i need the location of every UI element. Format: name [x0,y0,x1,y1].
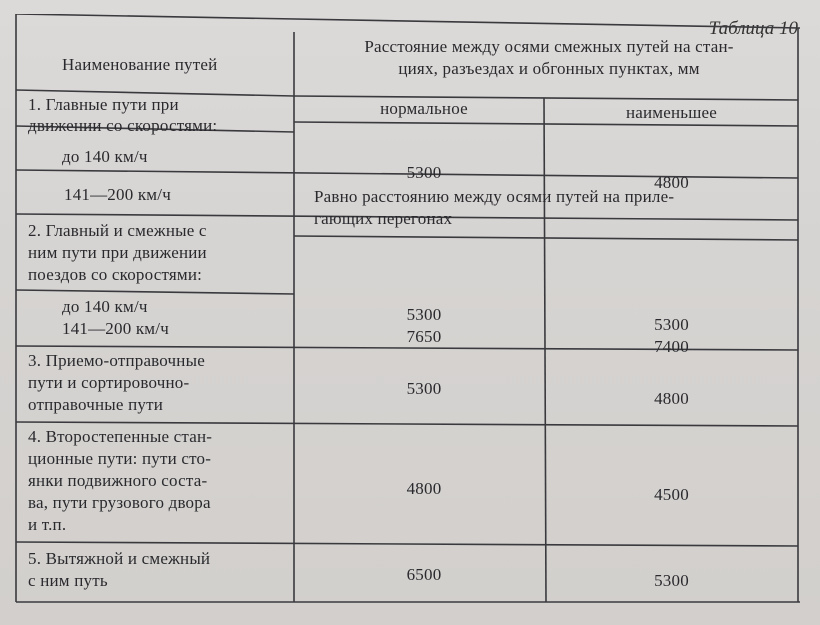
row2-sub2-min: 7400 [654,337,689,356]
row4-normal: 4800 [406,479,442,498]
row1-sub1-min: 4800 [654,173,689,192]
header-group-line1: Расстояние между осями смежных путей на стан- [364,37,734,56]
row1-name-line2: движении со скоростями: [28,116,218,135]
row2-name-line1: 2. Главный и смежные с [28,221,207,240]
header-group-line2: циях, разъездах и обгонных пунктах, мм [398,59,700,78]
row4-name-line4: ва, пути грузового двора [28,493,211,512]
header-sub-min: наименьшее [625,103,718,122]
row3-name-line3: отправочные пути [28,395,164,414]
row2-sub1-normal: 5300 [406,305,442,324]
row1-sub1-label: до 140 км/ч [62,147,148,166]
row3-name-line2: пути и сортировочно- [28,373,190,392]
row1-sub2-span-line1: Равно расстоянию между осями путей на приле- [314,187,675,206]
row2-sub2-normal: 7650 [406,327,442,346]
row2-sub1-label: до 140 км/ч [62,297,148,316]
row4-name-line5: и т.п. [28,515,67,534]
row2-name-line2: ним пути при движении [28,243,207,262]
row3-normal: 5300 [406,379,442,398]
header-sub-normal: нормальное [380,99,468,118]
row4-min: 4500 [654,485,689,504]
data-table [14,14,800,604]
row1-sub1-normal: 5300 [406,163,442,182]
row2-sub2-label: 141—200 км/ч [62,319,169,338]
row3-min: 4800 [654,389,689,408]
row4-name-line1: 4. Второстепенные стан- [28,427,213,446]
row5-normal: 6500 [406,565,442,584]
row4-name-line2: ционные пути: пути сто- [28,449,212,468]
row1-sub2-span-line2: гающих перегонах [314,209,453,228]
row2-name-line3: поездов со скоростями: [28,265,203,284]
row5-name-line2: с ним путь [28,571,108,590]
row5-min: 5300 [654,571,689,590]
table-caption: Таблица 10 [708,18,798,39]
row3-name-line1: 3. Приемо-отправочные [28,351,205,370]
row5-name-line1: 5. Вытяжной и смежный [28,549,211,568]
row2-sub1-min: 5300 [654,315,689,334]
header-col-name: Наименование путей [62,55,218,74]
row1-name-line1: 1. Главные пути при [28,95,179,114]
row4-name-line3: янки подвижного соста- [28,471,208,490]
row1-sub2-label: 141—200 км/ч [64,185,171,204]
